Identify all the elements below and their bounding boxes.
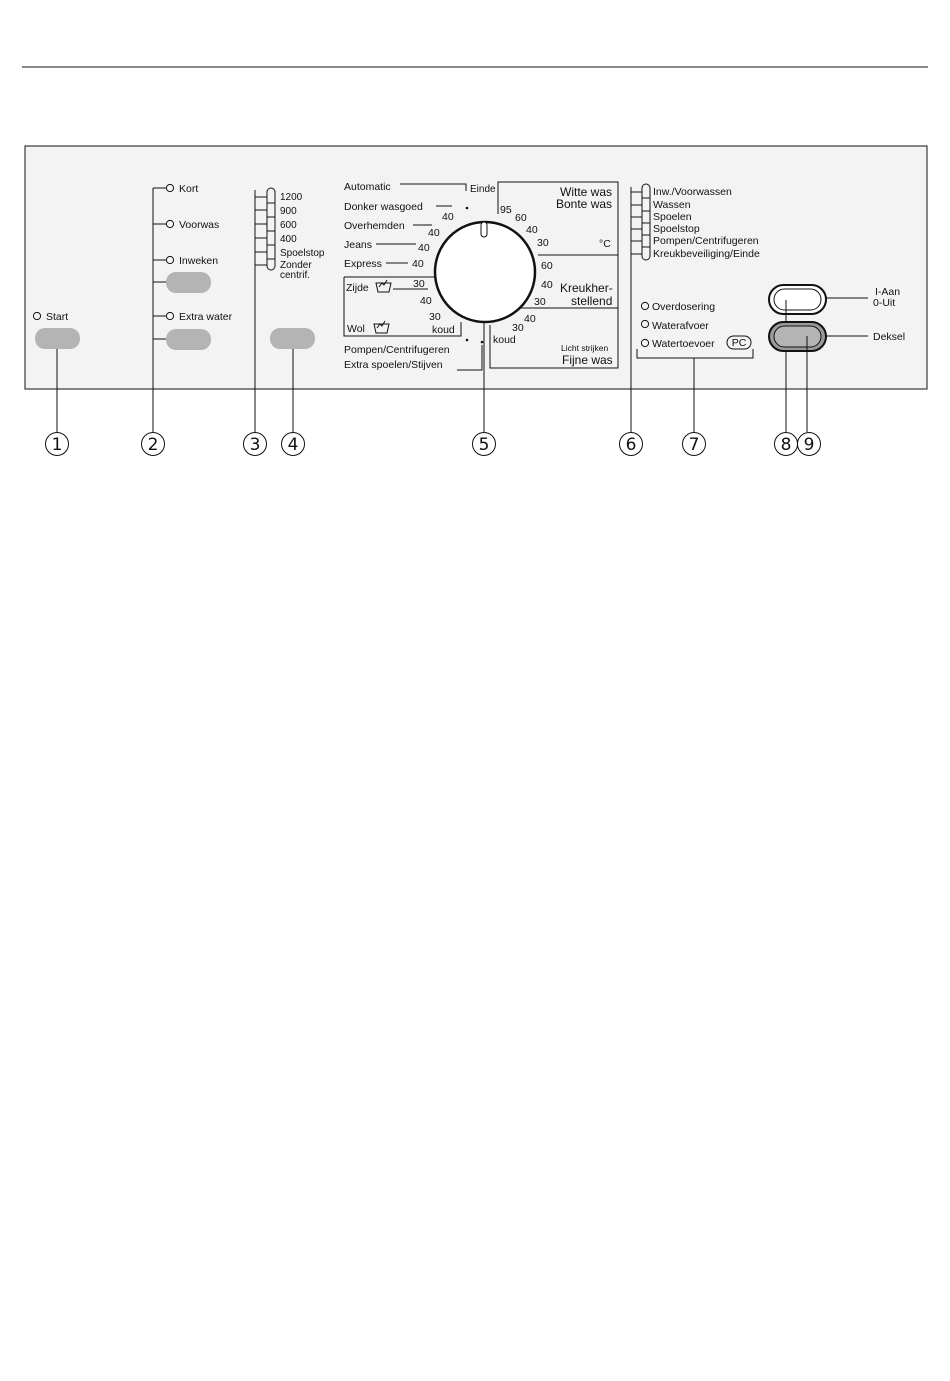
callout-3-label: 3 (249, 435, 261, 455)
kreuk-temp-30: 30 (534, 296, 546, 308)
prog-jeans-label: Jeans (344, 239, 373, 251)
lid-label: Deksel (873, 331, 906, 343)
progress-wassen-label: Wassen (653, 199, 691, 211)
celsius-unit-label: °C (599, 238, 611, 250)
fault-overdosering-label: Overdosering (652, 301, 716, 313)
prog-overhemden-label: Overhemden (344, 220, 405, 232)
callout-4-label: 4 (287, 435, 299, 455)
callout-2-label: 2 (147, 435, 159, 455)
wol-temp-40: 40 (420, 295, 432, 307)
bonte-temp-40: 40 (526, 224, 538, 236)
prog-fijne-was-label: Fijne was (562, 353, 613, 367)
start-label: Start (46, 311, 69, 323)
kreuk-temp-40: 40 (541, 279, 553, 291)
bonte-temp-30: 30 (537, 237, 549, 249)
callout-numbers (46, 433, 821, 456)
prog-bonte-was-label: Bonte was (556, 197, 613, 211)
zijde-temp-30: 30 (413, 278, 425, 290)
fijne-koud-label: koud (493, 334, 516, 346)
start-button[interactable] (35, 328, 80, 349)
pc-badge-label: PC (731, 337, 747, 349)
spin-speed-button[interactable] (270, 328, 315, 349)
option-extra-water-label: Extra water (179, 311, 233, 323)
kreuk-temp-60: 60 (541, 260, 553, 272)
express-temp-40: 40 (412, 258, 424, 270)
donker-temp-40: 40 (442, 211, 454, 223)
prog-pompen-label: Pompen/Centrifugeren (344, 344, 450, 356)
prog-stellend-label: stellend (571, 294, 613, 308)
spin-1200-label: 1200 (280, 192, 303, 203)
extra-spoelen-dot-marker (481, 341, 484, 344)
einde-label: Einde (470, 184, 496, 195)
fault-waterafvoer-label: Waterafvoer (652, 320, 709, 332)
wol-temp-30: 30 (429, 311, 441, 323)
spin-centrif-label: centrif. (280, 270, 311, 281)
option-voorwas-label: Voorwas (179, 219, 220, 231)
einde-dot-marker (466, 207, 469, 210)
power-off-label: 0-Uit (873, 297, 896, 309)
jeans-temp-40: 40 (418, 242, 430, 254)
progress-kreukbeveiliging-label: Kreukbeveiliging/Einde (653, 248, 760, 260)
prog-extra-spoelen-label: Extra spoelen/Stijven (344, 359, 443, 371)
prog-wol-label: Wol (347, 323, 365, 335)
spin-600-label: 600 (280, 220, 297, 231)
right-temp-95: 95 (500, 204, 512, 216)
pompen-dot-marker (466, 339, 469, 342)
callout-9-label: 9 (803, 435, 815, 455)
spin-spoelstop-label: Spoelstop (280, 248, 325, 259)
prog-donker-label: Donker wasgoed (344, 201, 423, 213)
prog-automatic-label: Automatic (344, 181, 391, 193)
spin-400-label: 400 (280, 234, 297, 245)
bonte-temp-60: 60 (515, 212, 527, 224)
progress-spoelstop-label: Spoelstop (653, 223, 700, 235)
callout-6-label: 6 (625, 435, 637, 455)
fault-watertoevoer-label: Watertoevoer (652, 338, 715, 350)
progress-pompen-label: Pompen/Centrifugeren (653, 235, 759, 247)
prog-witte-was-label: Witte was (560, 185, 613, 199)
option-button-upper[interactable] (166, 272, 211, 293)
option-kort-label: Kort (179, 183, 199, 195)
progress-voorwassen-label: Inw./Voorwassen (653, 186, 732, 198)
option-inweken-label: Inweken (179, 255, 219, 267)
power-on-label: I-Aan (875, 286, 901, 298)
option-button-lower[interactable] (166, 329, 211, 350)
knob-pointer (481, 222, 487, 237)
fijne-temp-40: 40 (524, 313, 536, 325)
callout-7-label: 7 (688, 435, 700, 455)
wol-koud-label: koud (432, 324, 455, 336)
spin-900-label: 900 (280, 206, 297, 217)
callout-8-label: 8 (780, 435, 792, 455)
progress-spoelen-label: Spoelen (653, 211, 692, 223)
callout-5-label: 5 (478, 435, 490, 455)
fijne-temp-30: 30 (512, 322, 524, 334)
prog-zijde-label: Zijde (346, 282, 369, 294)
prog-kreukher-label: Kreukher- (560, 281, 613, 295)
overhemden-temp-40: 40 (428, 227, 440, 239)
spin-zonder-label: Zonder (280, 260, 312, 271)
licht-strijken-label: Licht strijken (561, 343, 609, 353)
callout-1-label: 1 (51, 435, 63, 455)
prog-express-label: Express (344, 258, 382, 270)
